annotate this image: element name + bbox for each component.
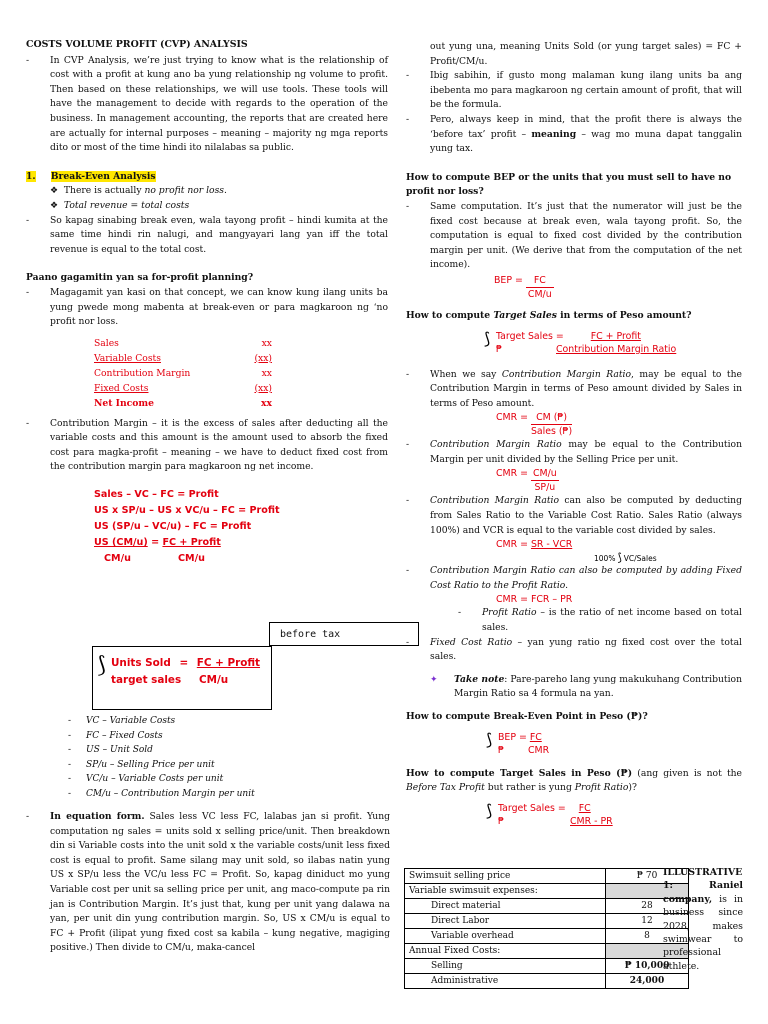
section-title: Break-Even Analysis — [50, 170, 156, 182]
table-row: Swimsuit selling price ₱ 70 — [405, 869, 689, 884]
bep-peso-question: How to compute Break-Even Point in Peso (₱)? — [406, 711, 648, 722]
bullet-total-revenue: ❖ Total revenue = total costs — [50, 199, 190, 211]
equation-form-para: - In equation form. Sales less VC less FC, lalabas jan si profit. Yung computation ng sales = units sold x selling price/unit. Then breakdown din si Variable costs into the unit sold x the variable costs/unit less fixed cost is equal to profit. Same silang may unit sold, so ilabas natin yung US x SP/u less the VC/u less FC = Profit. So, kapag diniduct mo yung Variable cost per unit sa selling price per unit, ang maco-compute pa rin jan is Contribution Margin. It’s just that, kung per unit yang dalawa na yan, per unit din yung contribution margin. So, US x CM/u is equal to FC + Profit (ilipat yung fixed cost sa kabila – kung negative, magiging positive.) Then divide to CM/u, maka-cancel — [26, 811, 390, 954]
stmt-row-cm: Contribution Margin xx — [94, 367, 272, 379]
bullet-no-profit: ❖ There is actually no profit nor loss. — [50, 185, 227, 197]
cmr-para-2: - Contribution Margin Ratio may be equal to the Contribution Margin per unit divided by the Selling Price per unit. — [406, 439, 742, 465]
cmr-formula-4: CMR = FCR – PR — [496, 594, 573, 606]
def-cmu: - CM/u – Contribution Margin per unit — [68, 788, 255, 799]
target-sales-peso-question: How to compute Target Sales in Peso (₱) (ang given is not the Before Tax Profit but rather is yung Profit Ratio)? — [406, 767, 742, 794]
illustrative-example: ILLUSTRATIVE 1: Raniel company, is in business since 2028, makes swimwear to professional athlete. — [663, 867, 743, 972]
profit-ratio-item: - Profit Ratio – is the ratio of net income based on total sales. — [458, 607, 742, 634]
target-sales-formula: ⟆ Target Sales = FC + Profit ₱ Contribution Margin Ratio — [484, 328, 677, 355]
right-column — [406, 40, 742, 830]
stmt-row-fixed: Fixed Costs (xx) — [94, 382, 272, 394]
table-row: Direct Labor 12 — [405, 914, 689, 929]
formula-2: US x SP/u – US x VC/u – FC = Profit — [94, 505, 280, 517]
pin-icon: ✦ — [430, 673, 438, 685]
curl-arrow-icon: ⟆ — [97, 653, 106, 678]
break-even-para: - So kapag sinabing break even, wala tayong profit – hindi kumita at the same time hindi rin nalugi, and mangyayari lang yan iff the total revenue is equal to the total cost. — [26, 214, 388, 255]
planning-question: Paano gagamitin yan sa for-profit planning? — [26, 272, 254, 284]
stmt-row-variable: Variable Costs (xx) — [94, 352, 272, 364]
contribution-margin-para: - Contribution Margin – it is the excess of sales after deducting all the variable costs and this amount is the amount used to absorb the fixed cost para magka-profit – meaning – we have to deduct fixed cost from the contribution margin para magkaroon ng net income. — [26, 417, 388, 473]
stmt-row-net: Net Income xx — [94, 397, 272, 409]
formula-3: US (SP/u – VC/u) – FC = Profit — [94, 521, 252, 533]
illustrative-heading: ILLUSTRATIVE 1: — [663, 867, 743, 892]
bep-peso-formula: ⟆ BEP = FC ₱ CMR — [486, 729, 550, 756]
ibig-sabihin-item: - Ibig sabihin, if gusto mong malaman kung ilang units ba ang ibebenta mo para magkaroon ng certain amount of profit, that will be the formula. — [406, 70, 742, 111]
target-sales-peso-formula: ⟆ Target Sales = FC ₱ CMR - PR — [486, 800, 613, 827]
def-vcu: - VC/u – Variable Costs per unit — [68, 774, 224, 784]
def-us: - US – Unit Sold — [68, 745, 153, 755]
section-number: 1. — [26, 170, 36, 182]
table-row: Variable overhead 8 — [405, 929, 689, 944]
break-even-heading — [26, 170, 388, 185]
table-row: Annual Fixed Costs: — [405, 944, 689, 959]
stmt-row-sales: Sales xx — [94, 337, 272, 349]
curl-arrow-icon: ⟆ — [486, 729, 493, 749]
formula-4: US (CM/u) = FC + Profit — [94, 537, 221, 549]
cmr-para-3: - Contribution Margin Ratio can also be computed by deducting from Sales Ratio to the Variable Cost Ratio. Sales Ratio (always 100%) and VCR is equal to the variable cost divided by sales. — [406, 495, 742, 536]
page-title: COSTS VOLUME PROFIT (CVP) ANALYSIS — [26, 39, 248, 50]
intro-item: - In CVP Analysis, we’re just trying to know what is the relationship of cost with a profit at kung ano ba yung relationship ng volume to profit. Then based on these relationships, we will use tools. These tools will have the management to decide with regards to the operation of the business. In management accounting, the reports that are created here are actually for internal purposes – meaning – majority ng mga reports dito or most of the time hindi ito nilalabas sa public. — [26, 54, 388, 154]
cmr-formula-1: CMR = $\frac{CM (₱)}{\text{Sales (₱)}}$ — [496, 412, 573, 438]
income-statement — [94, 336, 272, 411]
take-note: ✦ Take note: Pare-pareho lang yung makukuhang Contribution Margin Ratio sa 4 formula na yan. — [430, 673, 742, 700]
intro-text: In CVP Analysis, we’re just trying to know what is the relationship of cost with a profit at kung ano ba yung relationship ng volume to profit. Then based on these relationships, we will use tools. These tools will have the management to decide with regards to the operation of the business. In management accounting, the reports that are created here are actually for internal purposes – meaning – majority ng mga reports dito or most of the time hindi ito nilalabas sa public. — [50, 54, 388, 154]
def-vc: - VC – Variable Costs — [68, 716, 176, 726]
swimsuit-cost-table — [404, 868, 689, 989]
cmr-formula-2: CMR = $\frac{CM/u}{SP/u}$ — [496, 468, 557, 494]
pero-item: - Pero, always keep in mind, that the profit there is always the ‘before tax’ profit – meaning – wag mo muna dapat tanggalin yung tax. — [406, 113, 742, 155]
planning-para: - Magagamit yan kasi on that concept, we can know kung ilang units ba yung pwede mong mabenta at break-even or para magkaroon ng ‘no profit nor loss. — [26, 286, 388, 328]
formula-5: CM/u CM/u — [104, 553, 205, 565]
bep-formula: BEP = $\frac{FC}{CM/u}$ — [406, 274, 742, 301]
bep-para: - Same computation. It’s just that the numerator will just be the fixed cost because at break even, wala tayong profit. So, the computation is equal to fixed cost divided by the contribution margin per unit. (We derive that from the computation of the net income). — [406, 200, 742, 271]
table-row: Selling ₱ 10,000 — [405, 959, 689, 974]
units-sold-formula-box: ⟆ Units Sold = FC + Profit target sales CM/u — [92, 646, 272, 710]
cmr-para-4: - Contribution Margin Ratio can also be computed by adding Fixed Cost Ratio to the Profit Ratio. — [406, 565, 742, 591]
fixed-cost-ratio-item: - Fixed Cost Ratio – yan yung ratio ng fixed cost over the total sales. — [406, 636, 742, 663]
table-row: Administrative 24,000 — [405, 974, 689, 989]
company-name: Raniel company, — [663, 880, 743, 905]
before-tax-callout: before tax — [269, 622, 419, 646]
profit-formulas — [94, 487, 388, 567]
bep-question: How to compute BEP or the units that you must sell to have no profit nor loss? — [406, 171, 732, 198]
cmr-formula-3: CMR = SR - VCR 100% ⟆ VC/Sales — [496, 539, 657, 565]
curl-arrow-icon: ⟆ — [617, 551, 622, 565]
cmr-para-1: - When we say Contribution Margin Ratio, may be equal to the Contribution Margin in terms of Peso amount divided by Sales in terms of Peso amount. — [406, 368, 742, 409]
curl-arrow-icon: ⟆ — [486, 800, 493, 820]
table-row: Variable swimsuit expenses: — [405, 884, 689, 899]
left-column — [26, 38, 388, 567]
continued-text: out yung una, meaning Units Sold (or yung target sales) = FC + Profit/CM/u. — [430, 41, 742, 67]
table-row: Direct material 28 — [405, 899, 689, 914]
def-spu: - SP/u – Selling Price per unit — [68, 759, 215, 770]
target-sales-question: How to compute Target Sales in terms of Peso amount? — [406, 309, 692, 321]
formula-1: Sales – VC – FC = Profit — [94, 489, 219, 501]
abbreviation-list — [68, 714, 368, 801]
def-fc: - FC – Fixed Costs — [68, 730, 163, 741]
curl-arrow-icon: ⟆ — [484, 328, 491, 348]
